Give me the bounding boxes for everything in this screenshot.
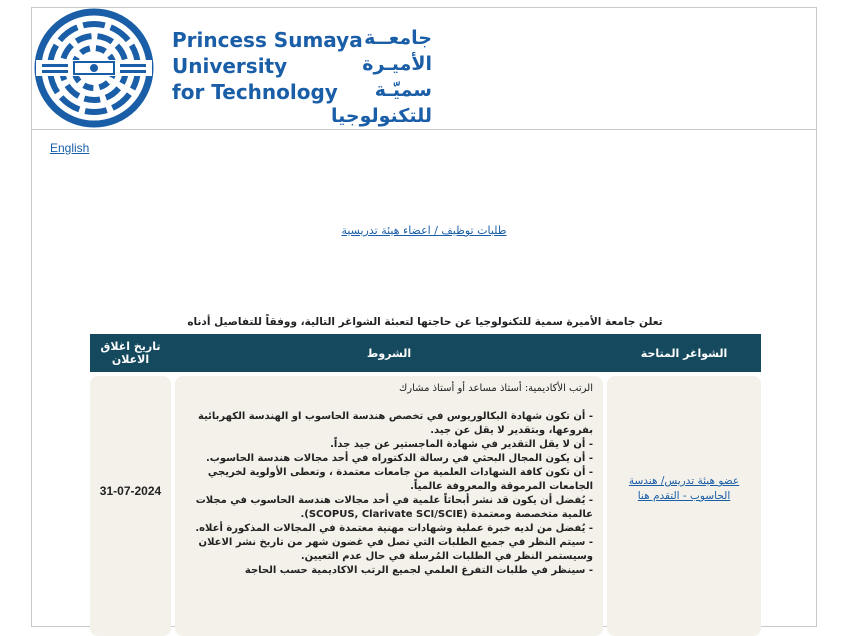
university-name-en-line: for Technology <box>172 80 338 104</box>
university-name-ar-line: الأميـرة سميّـة <box>362 53 432 101</box>
vacancies-table <box>90 334 761 634</box>
university-name-ar-line: جامعــة <box>364 27 432 49</box>
condition-item: - يُفضل أن يكون قد نشر أبحاثاً علمية في أحد مجالات هندسة الحاسوب في مجلات عالمية متخصصة ومعتمدة (SCOPUS, Clarivate SCI/SCIE). <box>195 495 593 520</box>
faculty-jobs-link[interactable]: طلبات توظيف / اعضاء هيئة تدريسية <box>341 224 507 237</box>
condition-item: - أن تكون كافة الشهادات العلمية من جامعات معتمدة ، وتعطى الأولوية لخريجي الجامعات المرموقة والمعروفة عالمياً. <box>207 467 593 492</box>
university-name-en-line: University <box>172 54 288 78</box>
site-header <box>32 8 816 130</box>
vacancy-apply-link[interactable]: عضو هيئة تدريس/ هندسة الحاسوب - التقدم هنا <box>628 475 740 502</box>
page-frame <box>31 7 817 627</box>
closing-date-cell <box>90 376 171 636</box>
condition-item: - أن تكون شهادة البكالوريوس في تخصص هندسة الحاسوب او الهندسة الكهربائية بفروعها، وبتقدير لا يقل عن جيد. <box>198 411 593 436</box>
conditions-list <box>188 382 593 578</box>
table-header-row <box>90 334 761 372</box>
condition-item: - سيتم النظر في جميع الطلبات التي تصل في غضون شهر من تاريخ نشر الاعلان وسيستمر النظر في الطلبات المُرسلة في حال عدم التعيين. <box>198 537 593 562</box>
condition-item: - أن لا يقل التقدير في شهادة الماجستير عن جيد جداً. <box>330 439 593 450</box>
announcement-text: تعلن جامعة الأميرة سمية للتكنولوجيا عن حاجتها لتعبئة الشواغر التالية، ووفقاً للتفاصيل أدناه <box>187 316 663 328</box>
header-closing-date: تاريخ اغلاق الاعلان <box>100 340 161 366</box>
closing-date: 31-07-2024 <box>99 484 162 498</box>
condition-item: - سينظر في طلبات التفرغ العلمي لجميع الرتب الاكاديمية حسب الحاجة <box>244 565 593 576</box>
conditions-cell <box>175 376 603 636</box>
header-vacancies: الشواغر المتاحة <box>640 346 728 360</box>
university-name-en-line: Princess Sumaya <box>172 28 363 52</box>
university-emblem-icon <box>34 8 154 128</box>
academic-rank: الرتب الأكاديمية: أستاذ مساعد أو أستاذ مشارك <box>399 383 593 394</box>
condition-item: - يُفضل من لديه خبرة عملية وشهادات مهنية معتمدة في المجالات المذكورة أعلاه. <box>195 523 593 534</box>
university-name-ar-line: للتكنولوجيا <box>331 105 432 127</box>
english-language-link[interactable]: English <box>50 141 90 155</box>
vacancy-cell <box>607 376 761 636</box>
header-conditions: الشروط <box>366 346 412 360</box>
university-name-ar <box>322 25 432 129</box>
condition-item: - أن يكون المجال البحثي في رسالة الدكتوراه في أحد مجالات هندسة الحاسوب. <box>205 453 593 464</box>
